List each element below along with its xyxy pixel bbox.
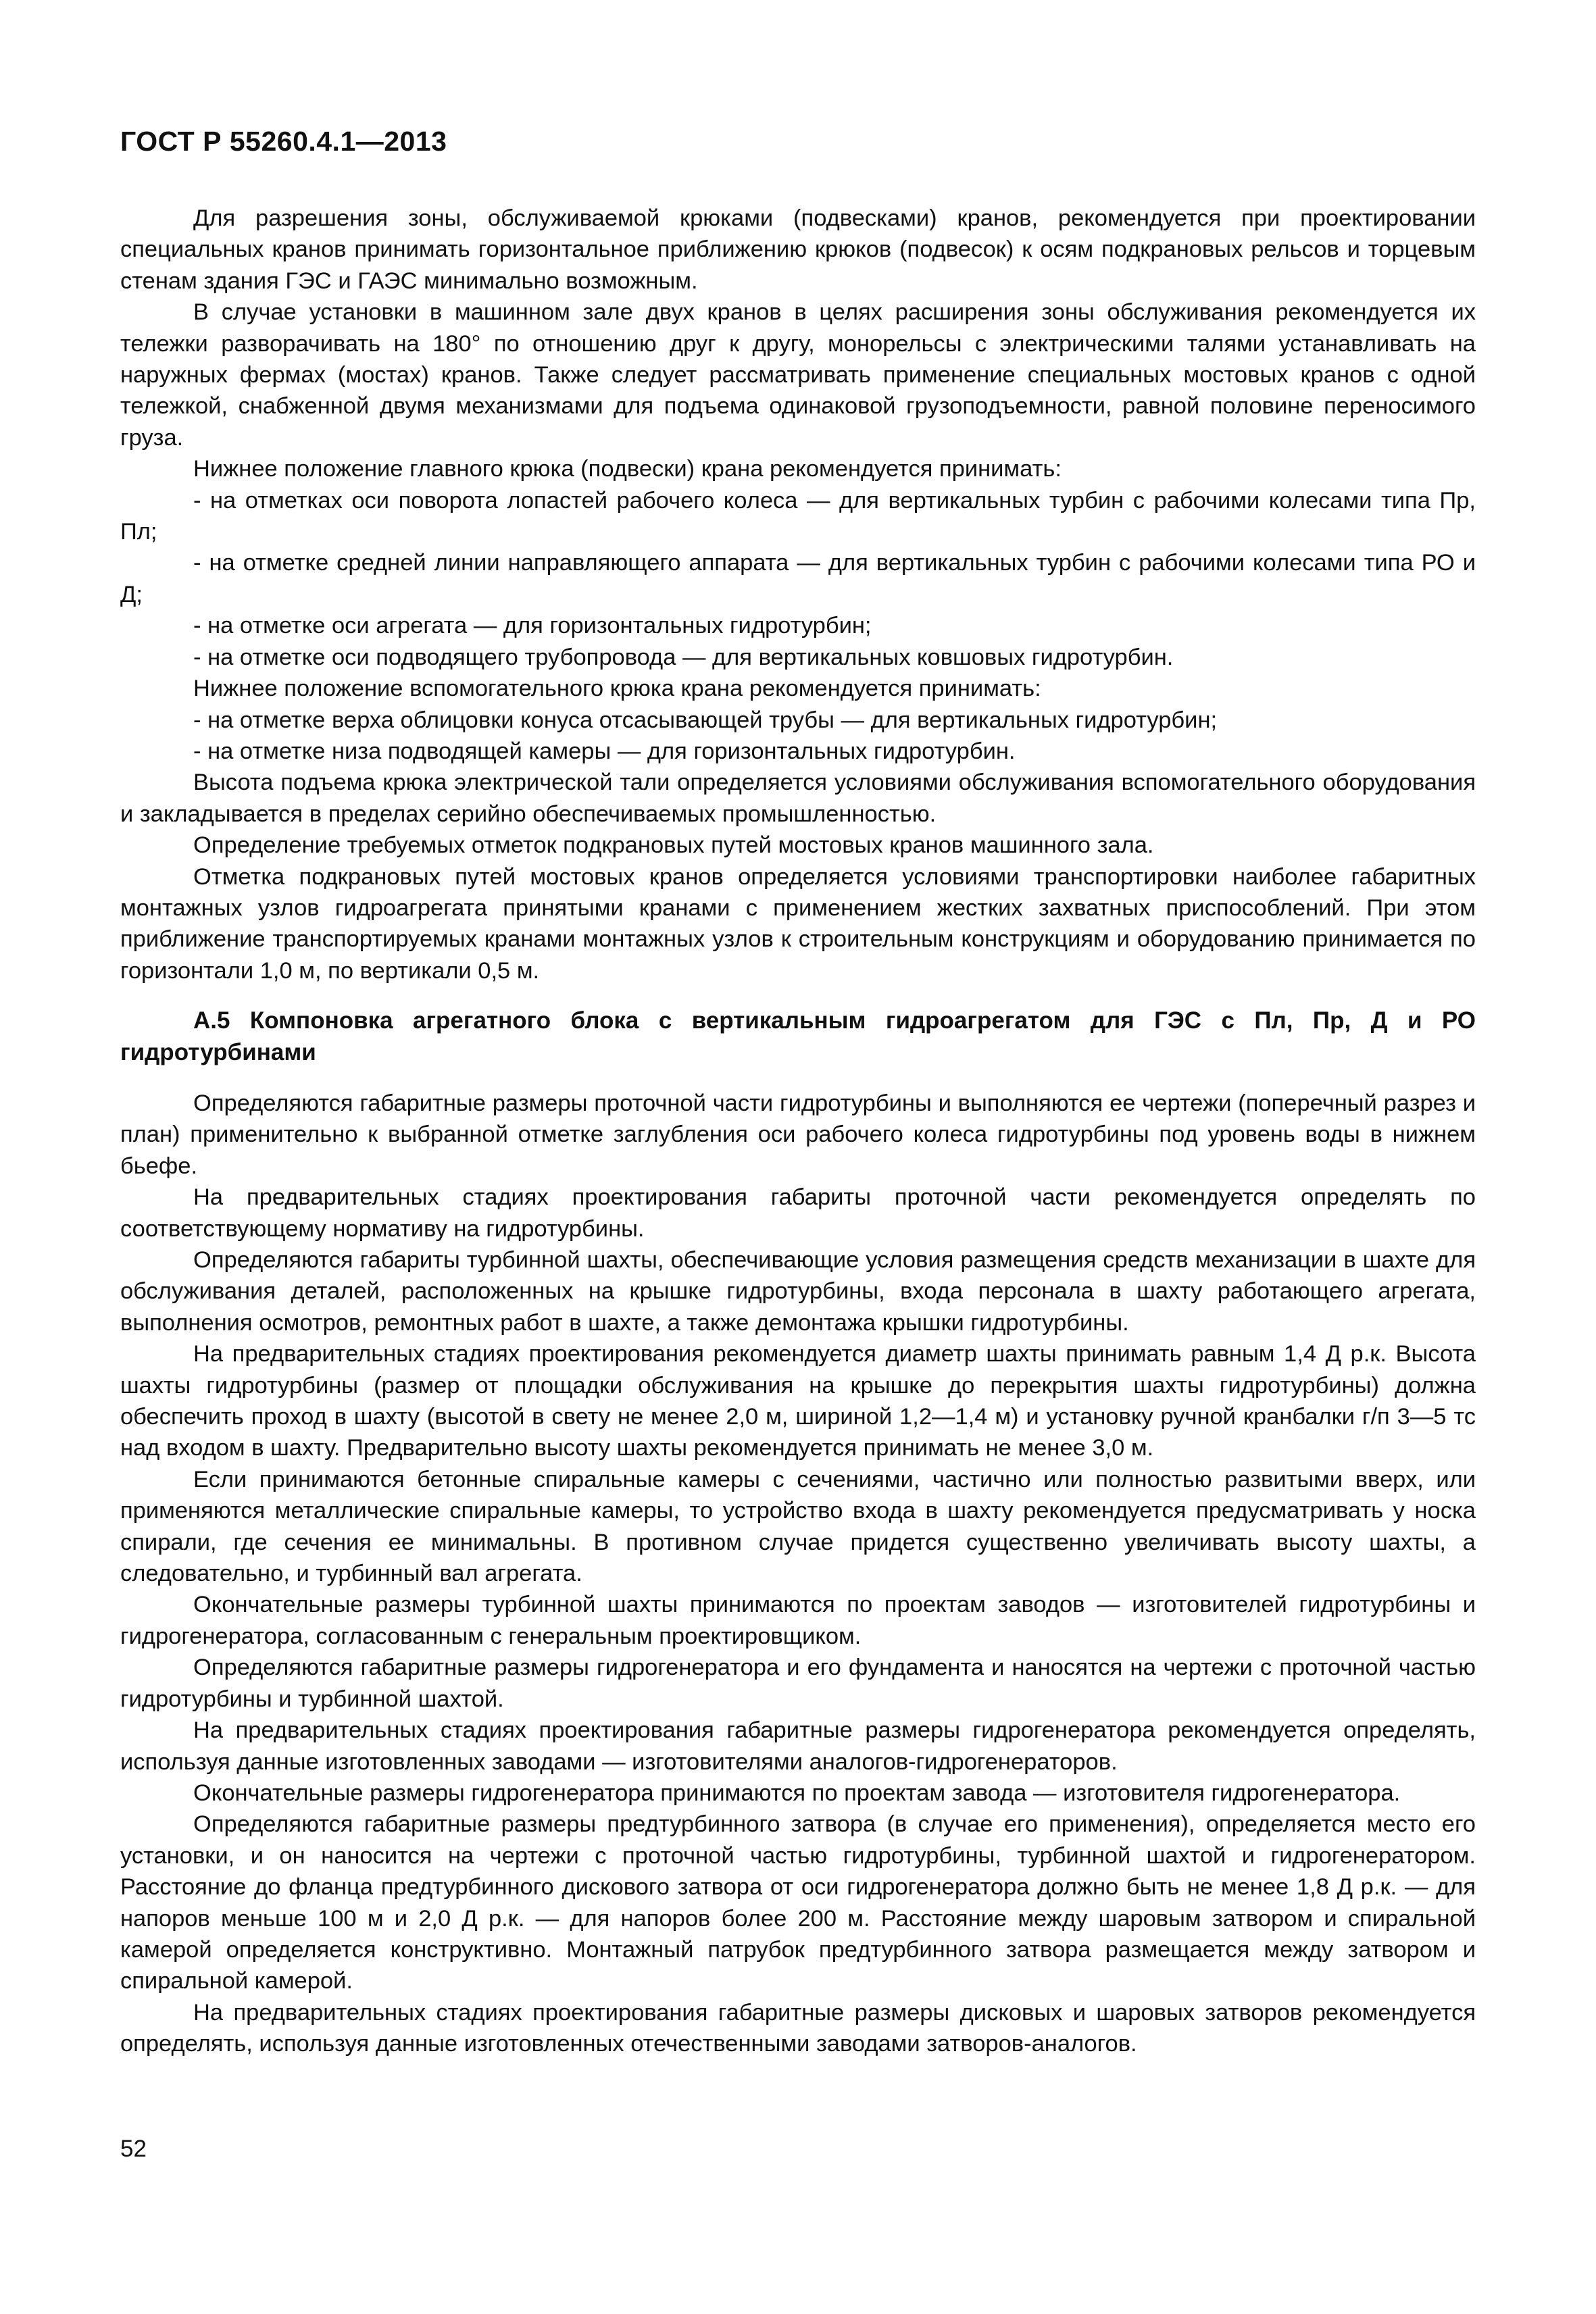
list-item: - на отметке средней линии направляющего аппарата — для вертикальных турбин с рабочими колесами типа РО и Д; — [120, 550, 1476, 607]
list-item: - на отметках оси поворота лопастей рабочего колеса — для вертикальных турбин с рабочими колесами типа Пр, Пл; — [120, 487, 1476, 545]
paragraph: Окончательные размеры гидрогенератора принимаются по проектам завода — изготовителя гидрогенератора. — [193, 1780, 1401, 1806]
list-item: - на отметке оси агрегата — для горизонтальных гидротурбин; — [193, 613, 872, 639]
paragraph: Нижнее положение главного крюка (подвески) крана рекомендуется принимать: — [193, 456, 1062, 482]
paragraph: Определение требуемых отметок подкрановых путей мостовых кранов машинного зала. — [193, 832, 1154, 859]
paragraph: На предварительных стадиях проектирования габариты проточной части рекомендуется определять по соответствующему нормативу на гидротурбины. — [120, 1184, 1476, 1242]
document-body — [120, 203, 1476, 2060]
paragraph: На предварительных стадиях проектирования габаритные размеры дисковых и шаровых затворов рекомендуется определять, используя данные изготовленных отечественными заводами затворов-аналогов. — [120, 1999, 1476, 2057]
page-number: 52 — [120, 2136, 147, 2162]
paragraph: Если принимаются бетонные спиральные камеры с сечениями, частично или полностью развитыми вверх, или применяются металлические спиральные камеры, то устройство входа в шахту рекомендуется предусматривать у носка спирали, где сечения ее минимальны. В противном случае придется существенно увеличивать высоту шахты, а следовательно, и турбинный вал агрегата. — [120, 1466, 1476, 1587]
list-item: - на отметке низа подводящей камеры — для горизонтальных гидротурбин. — [193, 738, 1016, 764]
paragraph: Отметка подкрановых путей мостовых кранов определяется условиями транспортировки наиболее габаритных монтажных узлов гидроагрегата принятыми кранами с применением жестких захватных приспособлений. При этом приближение транспортируемых кранами монтажных узлов к строительным конструкциям и оборудованию принимается по горизонтали 1,0 м, по вертикали 0,5 м. — [120, 863, 1476, 984]
document-header: ГОСТ Р 55260.4.1—2013 — [120, 126, 447, 157]
paragraph: Определяются габариты турбинной шахты, обеспечивающие условия размещения средств механизации в шахте для обслуживания деталей, расположенных на крышке гидротурбины, входа персонала в шахту работающего агрегата, выполнения осмотров, ремонтных работ в шахте, а также демонтажа крышки гидротурбины. — [120, 1247, 1476, 1336]
paragraph: Нижнее положение вспомогательного крюка крана рекомендуется принимать: — [193, 676, 1041, 702]
paragraph: Высота подъема крюка электрической тали определяется условиями обслуживания вспомогательного оборудования и закладывается в пределах серийно обеспечиваемых промышленностью. — [120, 770, 1476, 827]
paragraph: Определяются габаритные размеры предтурбинного затвора (в случае его применения), определяется место его установки, и он наносится на чертежи с проточной частью гидротурбины, турбинной шахтой и гидрогенератором. Расстояние до фланца предтурбинного дискового затвора от оси гидрогенератора должно быть не менее 1,8 Д р.к. — для напоров меньше 100 м и 2,0 Д р.к. — для напоров более 200 м. Расстояние между шаровым затвором и спиральной камерой определяется конструктивно. Монтажный патрубок предтурбинного затвора размещается между затвором и спиральной камерой. — [120, 1811, 1476, 1994]
paragraph: Для разрешения зоны, обслуживаемой крюками (подвесками) кранов, рекомендуется при проектировании специальных кранов принимать горизонтальное приближению крюков (подвесок) к осям подкрановых рельсов и торцевым стенам здания ГЭС и ГАЭС минимально возможным. — [120, 205, 1476, 294]
list-item: - на отметке верха облицовки конуса отсасывающей трубы — для вертикальных гидротурбин; — [193, 707, 1218, 733]
paragraph: В случае установки в машинном зале двух кранов в целях расширения зоны обслуживания рекомендуется их тележки разворачивать на 180° по отношению друг к другу, монорельсы с электрическими талями устанавливать на наружных фермах (мостах) кранов. Также следует рассматривать применение специальных мостовых кранов с одной тележкой, снабженной двумя механизмами для подъема одинаковой грузоподъемности, равной половине переносимого груза. — [120, 299, 1476, 451]
paragraph: На предварительных стадиях проектирования рекомендуется диаметр шахты принимать равным 1,4 Д р.к. Высота шахты гидротурбины (размер от площадки обслуживания на крышке до перекрытия шахты гидротурбины) должна обеспечить проход в шахту (высотой в свету не менее 2,0 м, шириной 1,2—1,4 м) и установку ручной кранбалки г/п 3—5 тс над входом в шахту. Предварительно высоту шахты рекомендуется принимать не менее 3,0 м. — [120, 1341, 1476, 1461]
paragraph: На предварительных стадиях проектирования габаритные размеры гидрогенератора рекомендуется определять, используя данные изготовленных заводами — изготовителями аналогов-гидрогенераторов. — [120, 1717, 1476, 1775]
paragraph: Окончательные размеры турбинной шахты принимаются по проектам заводов — изготовителей гидротурбины и гидрогенератора, согласованным с генеральным проектировщиком. — [120, 1592, 1476, 1649]
paragraph: Определяются габаритные размеры гидрогенератора и его фундамента и наносятся на чертежи с проточной частью гидротурбины и турбинной шахтой. — [120, 1655, 1476, 1712]
section-heading: А.5 Компоновка агрегатного блока с вертикальным гидроагрегатом для ГЭС с Пл, Пр, Д и РО гидротурбинами — [120, 1007, 1476, 1065]
list-item: - на отметке оси подводящего трубопровода — для вертикальных ковшовых гидротурбин. — [193, 644, 1174, 670]
paragraph: Определяются габаритные размеры проточной части гидротурбины и выполняются ее чертежи (поперечный разрез и план) применительно к выбранной отметке заглубления оси рабочего колеса гидротурбины под уровень воды в нижнем бьефе. — [120, 1090, 1476, 1179]
